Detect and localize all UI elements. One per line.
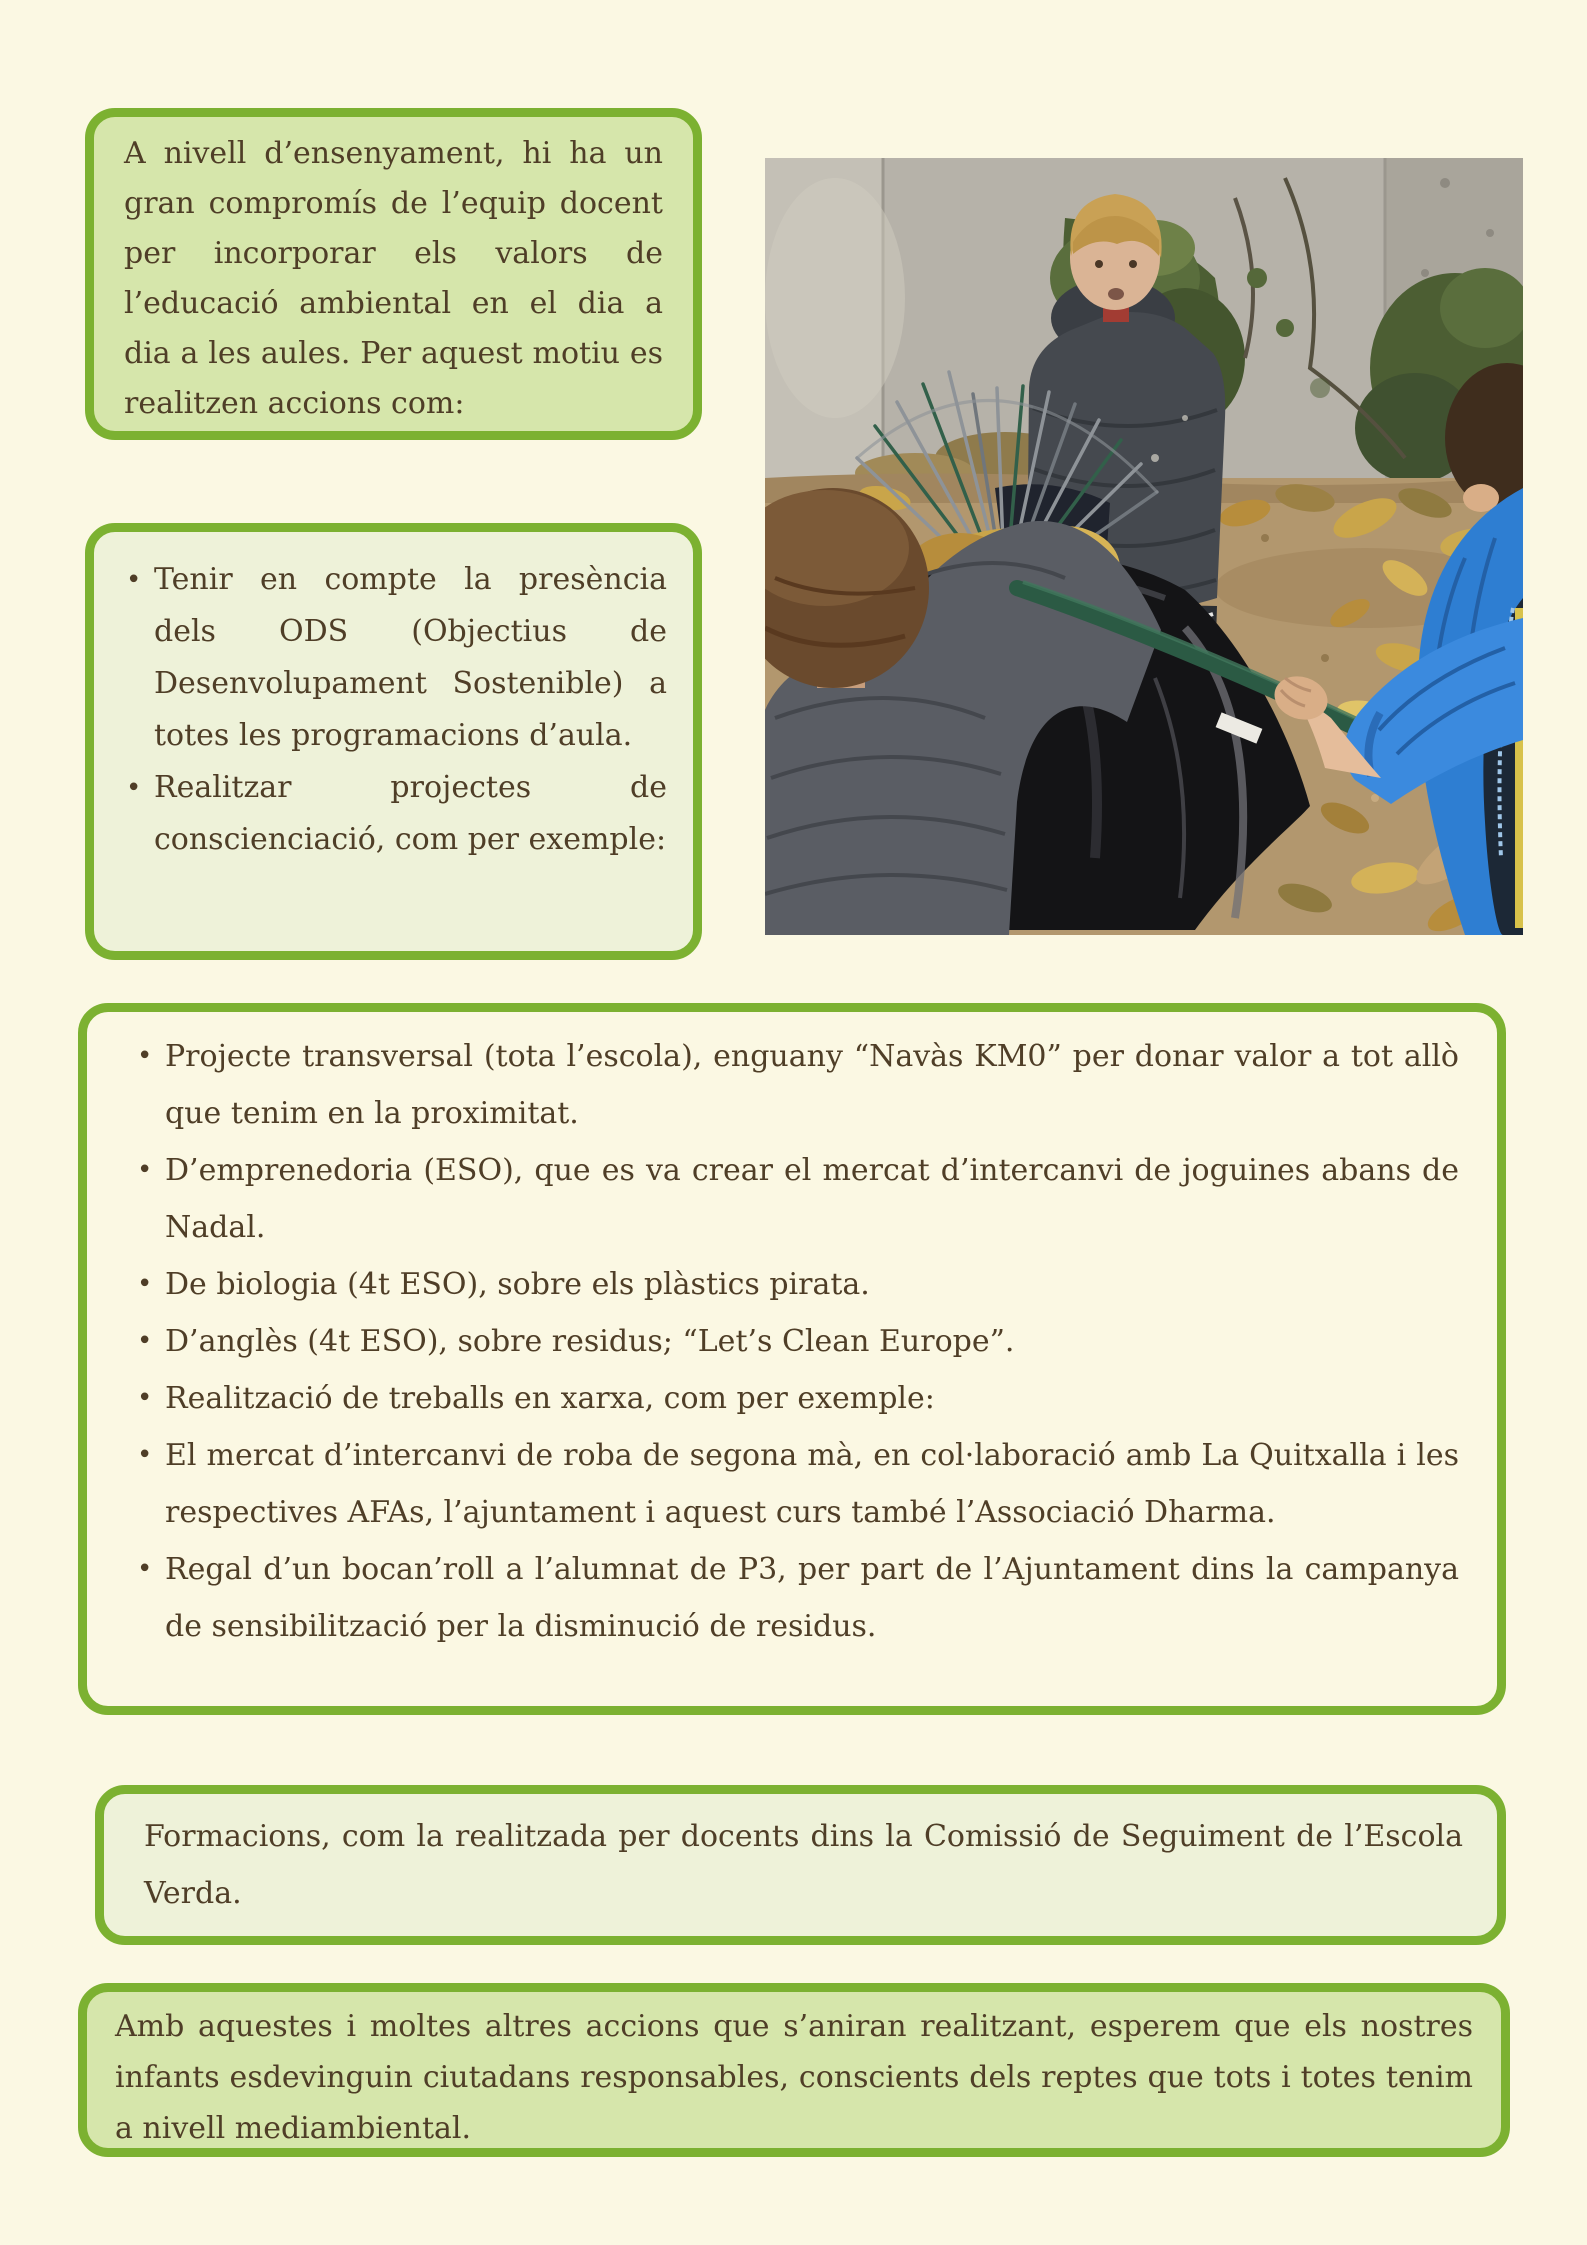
closing-box <box>78 1983 1510 2157</box>
list-item: • Regal d’un bocan’roll a l’alumnat de P3, per part de l’Ajuntament dins la campanya de sensibilització per la disminució de residus. <box>129 1541 1459 1655</box>
projects-list <box>129 1028 1459 1655</box>
intro-box <box>85 108 702 440</box>
photo-children-raking-leaves <box>765 158 1523 935</box>
list-item: • Realització de treballs en xarxa, com per exemple: <box>129 1370 1459 1427</box>
list-item: • Projecte transversal (tota l’escola), enguany “Navàs KM0” per donar valor a tot allò que tenim en la proximitat. <box>129 1028 1459 1142</box>
intro-text: A nivell d’ensenyament, hi ha un gran compromís de l’equip docent per incorporar els valors de l’educació ambiental en el dia a dia a les aules. Per aquest motiu es realitzen accions com: <box>124 136 663 421</box>
actions-box <box>85 523 702 960</box>
closing-text: Amb aquestes i moltes altres accions que s’aniran realitzant, esperem que els nostres infants esdevinguin ciutadans responsables, conscients dels reptes que tots i totes tenim a nivell mediambiental. <box>115 2009 1473 2146</box>
projects-box <box>78 1003 1506 1715</box>
list-item: • De biologia (4t ESO), sobre els plàstics pirata. <box>129 1256 1459 1313</box>
list-item: • D’anglès (4t ESO), sobre residus; “Let’s Clean Europe”. <box>129 1313 1459 1370</box>
list-item: • D’emprenedoria (ESO), que es va crear el mercat d’intercanvi de joguines abans de Nadal. <box>129 1142 1459 1256</box>
actions-list <box>118 554 667 866</box>
photo-illustration <box>765 158 1523 935</box>
list-item: • Tenir en compte la presència dels ODS (Objectius de Desenvolupament Sostenible) a totes les programacions d’aula. <box>118 554 667 762</box>
formations-text: Formacions, com la realitzada per docents dins la Comissió de Seguiment de l’Escola Verda. <box>144 1819 1463 1911</box>
list-item: • El mercat d’intercanvi de roba de segona mà, en col·laboració amb La Quitxalla i les respectives AFAs, l’ajuntament i aquest curs també l’Associació Dharma. <box>129 1427 1459 1541</box>
formations-box <box>95 1785 1506 1945</box>
list-item: • Realitzar projectes de conscienciació, com per exemple: <box>118 762 667 866</box>
